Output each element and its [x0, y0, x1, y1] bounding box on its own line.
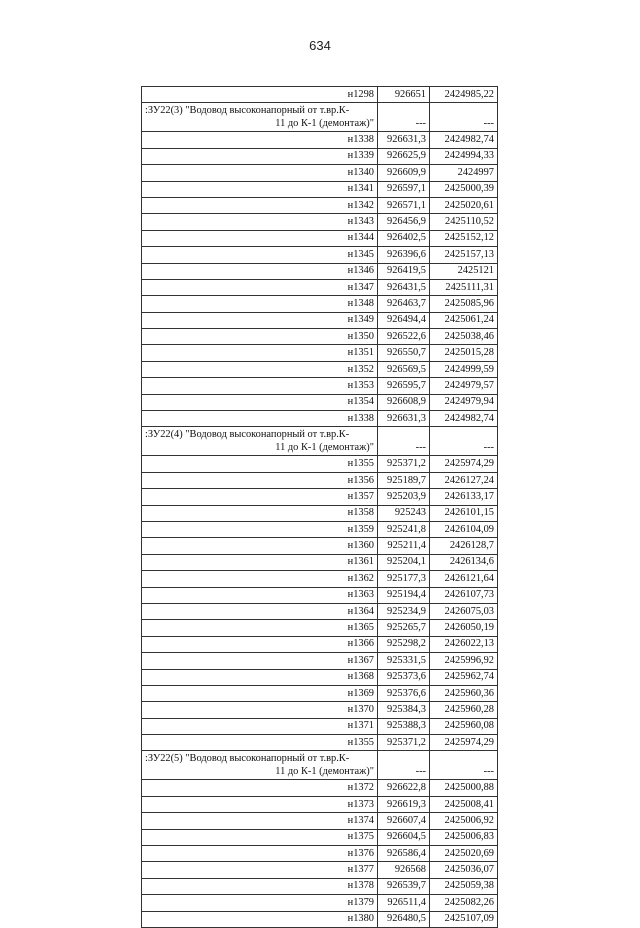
point-id-cell: н1380: [142, 911, 378, 927]
table-row: [142, 911, 498, 927]
table-row: [142, 587, 498, 603]
table-row: [142, 780, 498, 796]
point-id-cell: н1298: [142, 87, 378, 103]
x-coordinate-cell: 926609,9: [378, 165, 430, 181]
table-row: [142, 472, 498, 488]
table-row: [142, 685, 498, 701]
coordinates-table: [141, 86, 498, 928]
x-coordinate-cell: 926651: [378, 87, 430, 103]
table-row: [142, 214, 498, 230]
point-id-cell: н1340: [142, 165, 378, 181]
x-coordinate-cell: 925388,3: [378, 718, 430, 734]
y-coordinate-cell: 2424982,74: [430, 132, 498, 148]
y-coordinate-cell: 2425157,13: [430, 247, 498, 263]
table-row: [142, 296, 498, 312]
y-coordinate-cell: 2425974,29: [430, 735, 498, 751]
table-row: [142, 394, 498, 410]
point-id-cell: н1364: [142, 603, 378, 619]
table-row: [142, 538, 498, 554]
parcel-header-row: [142, 427, 498, 456]
point-id-cell: н1347: [142, 279, 378, 295]
table-row: [142, 603, 498, 619]
x-coordinate-cell: ---: [378, 103, 430, 132]
y-coordinate-cell: 2424997: [430, 165, 498, 181]
point-id-cell: н1360: [142, 538, 378, 554]
point-id-cell: н1377: [142, 862, 378, 878]
x-coordinate-cell: 925371,2: [378, 735, 430, 751]
x-coordinate-cell: 925376,6: [378, 685, 430, 701]
y-coordinate-cell: 2426121,64: [430, 571, 498, 587]
parcel-name-line1: :ЗУ22(5) "Водовод высоконапорный от т.вр.К-: [145, 753, 350, 765]
x-coordinate-cell: 926511,4: [378, 895, 430, 911]
y-coordinate-cell: 2425000,39: [430, 181, 498, 197]
y-coordinate-cell: 2426101,15: [430, 505, 498, 521]
table-row: [142, 702, 498, 718]
point-id-cell: н1373: [142, 796, 378, 812]
point-id-cell: н1365: [142, 620, 378, 636]
point-id-cell: н1378: [142, 878, 378, 894]
table-row: [142, 197, 498, 213]
x-coordinate-cell: 926622,8: [378, 780, 430, 796]
x-coordinate-cell: 926586,4: [378, 846, 430, 862]
point-id-cell: н1361: [142, 554, 378, 570]
x-coordinate-cell: 926568: [378, 862, 430, 878]
y-coordinate-cell: 2426127,24: [430, 472, 498, 488]
parcel-name-cell: [142, 751, 378, 780]
x-coordinate-cell: 925177,3: [378, 571, 430, 587]
x-coordinate-cell: 926604,5: [378, 829, 430, 845]
x-coordinate-cell: 926607,4: [378, 813, 430, 829]
y-coordinate-cell: ---: [430, 751, 498, 780]
y-coordinate-cell: ---: [430, 103, 498, 132]
x-coordinate-cell: 925203,9: [378, 489, 430, 505]
table-row: [142, 862, 498, 878]
y-coordinate-cell: 2424994,33: [430, 148, 498, 164]
table-row: [142, 247, 498, 263]
x-coordinate-cell: 926431,5: [378, 279, 430, 295]
table-row: [142, 181, 498, 197]
table-row: [142, 636, 498, 652]
point-id-cell: н1367: [142, 653, 378, 669]
table-row: [142, 345, 498, 361]
table-row: [142, 411, 498, 427]
x-coordinate-cell: 925211,4: [378, 538, 430, 554]
x-coordinate-cell: 925384,3: [378, 702, 430, 718]
x-coordinate-cell: 926456,9: [378, 214, 430, 230]
y-coordinate-cell: 2425110,52: [430, 214, 498, 230]
point-id-cell: н1355: [142, 456, 378, 472]
point-id-cell: н1342: [142, 197, 378, 213]
point-id-cell: н1345: [142, 247, 378, 263]
point-id-cell: н1338: [142, 411, 378, 427]
table-row: [142, 132, 498, 148]
y-coordinate-cell: 2425085,96: [430, 296, 498, 312]
y-coordinate-cell: 2425960,08: [430, 718, 498, 734]
y-coordinate-cell: 2425962,74: [430, 669, 498, 685]
y-coordinate-cell: 2426134,6: [430, 554, 498, 570]
point-id-cell: н1356: [142, 472, 378, 488]
point-id-cell: н1357: [142, 489, 378, 505]
parcel-name-line2: 11 до К-1 (демонтаж)": [275, 765, 374, 777]
point-id-cell: н1370: [142, 702, 378, 718]
table-row: [142, 148, 498, 164]
y-coordinate-cell: 2426107,73: [430, 587, 498, 603]
y-coordinate-cell: 2426104,09: [430, 521, 498, 537]
point-id-cell: н1339: [142, 148, 378, 164]
x-coordinate-cell: 925194,4: [378, 587, 430, 603]
y-coordinate-cell: 2425960,28: [430, 702, 498, 718]
x-coordinate-cell: 925373,6: [378, 669, 430, 685]
parcel-name-cell: [142, 103, 378, 132]
y-coordinate-cell: 2426050,19: [430, 620, 498, 636]
x-coordinate-cell: 926463,7: [378, 296, 430, 312]
y-coordinate-cell: 2426022,13: [430, 636, 498, 652]
point-id-cell: н1375: [142, 829, 378, 845]
point-id-cell: н1372: [142, 780, 378, 796]
x-coordinate-cell: ---: [378, 427, 430, 456]
y-coordinate-cell: 2425111,31: [430, 279, 498, 295]
point-id-cell: н1376: [142, 846, 378, 862]
point-id-cell: н1354: [142, 394, 378, 410]
x-coordinate-cell: 926571,1: [378, 197, 430, 213]
y-coordinate-cell: 2425038,46: [430, 329, 498, 345]
point-id-cell: н1355: [142, 735, 378, 751]
table-row: [142, 279, 498, 295]
table-row: [142, 878, 498, 894]
x-coordinate-cell: 926539,7: [378, 878, 430, 894]
y-coordinate-cell: 2424982,74: [430, 411, 498, 427]
table-row: [142, 165, 498, 181]
x-coordinate-cell: 926608,9: [378, 394, 430, 410]
point-id-cell: н1349: [142, 312, 378, 328]
y-coordinate-cell: 2425000,88: [430, 780, 498, 796]
x-coordinate-cell: 925243: [378, 505, 430, 521]
y-coordinate-cell: 2425996,92: [430, 653, 498, 669]
point-id-cell: н1352: [142, 361, 378, 377]
point-id-cell: н1366: [142, 636, 378, 652]
x-coordinate-cell: 925189,7: [378, 472, 430, 488]
table-row: [142, 554, 498, 570]
x-coordinate-cell: 926402,5: [378, 230, 430, 246]
table-row: [142, 378, 498, 394]
x-coordinate-cell: 925298,2: [378, 636, 430, 652]
y-coordinate-cell: ---: [430, 427, 498, 456]
x-coordinate-cell: ---: [378, 751, 430, 780]
table-row: [142, 230, 498, 246]
x-coordinate-cell: 926631,3: [378, 132, 430, 148]
point-id-cell: н1344: [142, 230, 378, 246]
table-row: [142, 521, 498, 537]
y-coordinate-cell: 2425006,83: [430, 829, 498, 845]
x-coordinate-cell: 926419,5: [378, 263, 430, 279]
table-row: [142, 735, 498, 751]
point-id-cell: н1346: [142, 263, 378, 279]
x-coordinate-cell: 926480,5: [378, 911, 430, 927]
parcel-name-line1: :ЗУ22(3) "Водовод высоконапорный от т.вр.К-: [145, 105, 350, 117]
point-id-cell: н1351: [142, 345, 378, 361]
table-row: [142, 456, 498, 472]
y-coordinate-cell: 2425960,36: [430, 685, 498, 701]
x-coordinate-cell: 925331,5: [378, 653, 430, 669]
point-id-cell: н1363: [142, 587, 378, 603]
point-id-cell: н1369: [142, 685, 378, 701]
parcel-name-line2: 11 до К-1 (демонтаж)": [275, 117, 374, 129]
x-coordinate-cell: 926522,6: [378, 329, 430, 345]
y-coordinate-cell: 2425036,07: [430, 862, 498, 878]
table-row: [142, 87, 498, 103]
y-coordinate-cell: 2425974,29: [430, 456, 498, 472]
point-id-cell: н1338: [142, 132, 378, 148]
y-coordinate-cell: 2425061,24: [430, 312, 498, 328]
x-coordinate-cell: 926597,1: [378, 181, 430, 197]
table-row: [142, 489, 498, 505]
parcel-name-line2: 11 до К-1 (демонтаж)": [275, 441, 374, 453]
x-coordinate-cell: 926494,4: [378, 312, 430, 328]
point-id-cell: н1374: [142, 813, 378, 829]
table-row: [142, 829, 498, 845]
y-coordinate-cell: 2426075,03: [430, 603, 498, 619]
table-row: [142, 361, 498, 377]
table-row: [142, 620, 498, 636]
point-id-cell: н1362: [142, 571, 378, 587]
x-coordinate-cell: 925371,2: [378, 456, 430, 472]
y-coordinate-cell: 2425015,28: [430, 345, 498, 361]
x-coordinate-cell: 925241,8: [378, 521, 430, 537]
table-row: [142, 895, 498, 911]
y-coordinate-cell: 2425020,61: [430, 197, 498, 213]
x-coordinate-cell: 926569,5: [378, 361, 430, 377]
x-coordinate-cell: 925234,9: [378, 603, 430, 619]
y-coordinate-cell: 2425020,69: [430, 846, 498, 862]
point-id-cell: н1358: [142, 505, 378, 521]
table-row: [142, 329, 498, 345]
point-id-cell: н1341: [142, 181, 378, 197]
table-row: [142, 571, 498, 587]
point-id-cell: н1368: [142, 669, 378, 685]
y-coordinate-cell: 2426128,7: [430, 538, 498, 554]
parcel-name-line1: :ЗУ22(4) "Водовод высоконапорный от т.вр.К-: [145, 429, 350, 441]
point-id-cell: н1348: [142, 296, 378, 312]
parcel-header-row: [142, 103, 498, 132]
table-row: [142, 718, 498, 734]
y-coordinate-cell: 2425082,26: [430, 895, 498, 911]
parcel-name-cell: [142, 427, 378, 456]
y-coordinate-cell: 2424985,22: [430, 87, 498, 103]
x-coordinate-cell: 926550,7: [378, 345, 430, 361]
y-coordinate-cell: 2425152,12: [430, 230, 498, 246]
point-id-cell: н1350: [142, 329, 378, 345]
y-coordinate-cell: 2425006,92: [430, 813, 498, 829]
table-row: [142, 505, 498, 521]
x-coordinate-cell: 926396,6: [378, 247, 430, 263]
table-row: [142, 669, 498, 685]
x-coordinate-cell: 926631,3: [378, 411, 430, 427]
y-coordinate-cell: 2425107,09: [430, 911, 498, 927]
y-coordinate-cell: 2426133,17: [430, 489, 498, 505]
y-coordinate-cell: 2425008,41: [430, 796, 498, 812]
point-id-cell: н1353: [142, 378, 378, 394]
y-coordinate-cell: 2425121: [430, 263, 498, 279]
point-id-cell: н1371: [142, 718, 378, 734]
table-row: [142, 813, 498, 829]
point-id-cell: н1343: [142, 214, 378, 230]
point-id-cell: н1379: [142, 895, 378, 911]
y-coordinate-cell: 2425059,38: [430, 878, 498, 894]
y-coordinate-cell: 2424999,59: [430, 361, 498, 377]
table-row: [142, 653, 498, 669]
parcel-header-row: [142, 751, 498, 780]
x-coordinate-cell: 926619,3: [378, 796, 430, 812]
table-row: [142, 796, 498, 812]
table-row: [142, 263, 498, 279]
y-coordinate-cell: 2424979,57: [430, 378, 498, 394]
coordinates-table-body: [142, 87, 498, 928]
point-id-cell: н1359: [142, 521, 378, 537]
x-coordinate-cell: 926625,9: [378, 148, 430, 164]
table-row: [142, 846, 498, 862]
page-number: 634: [309, 38, 331, 53]
x-coordinate-cell: 925265,7: [378, 620, 430, 636]
x-coordinate-cell: 926595,7: [378, 378, 430, 394]
table-row: [142, 312, 498, 328]
x-coordinate-cell: 925204,1: [378, 554, 430, 570]
y-coordinate-cell: 2424979,94: [430, 394, 498, 410]
